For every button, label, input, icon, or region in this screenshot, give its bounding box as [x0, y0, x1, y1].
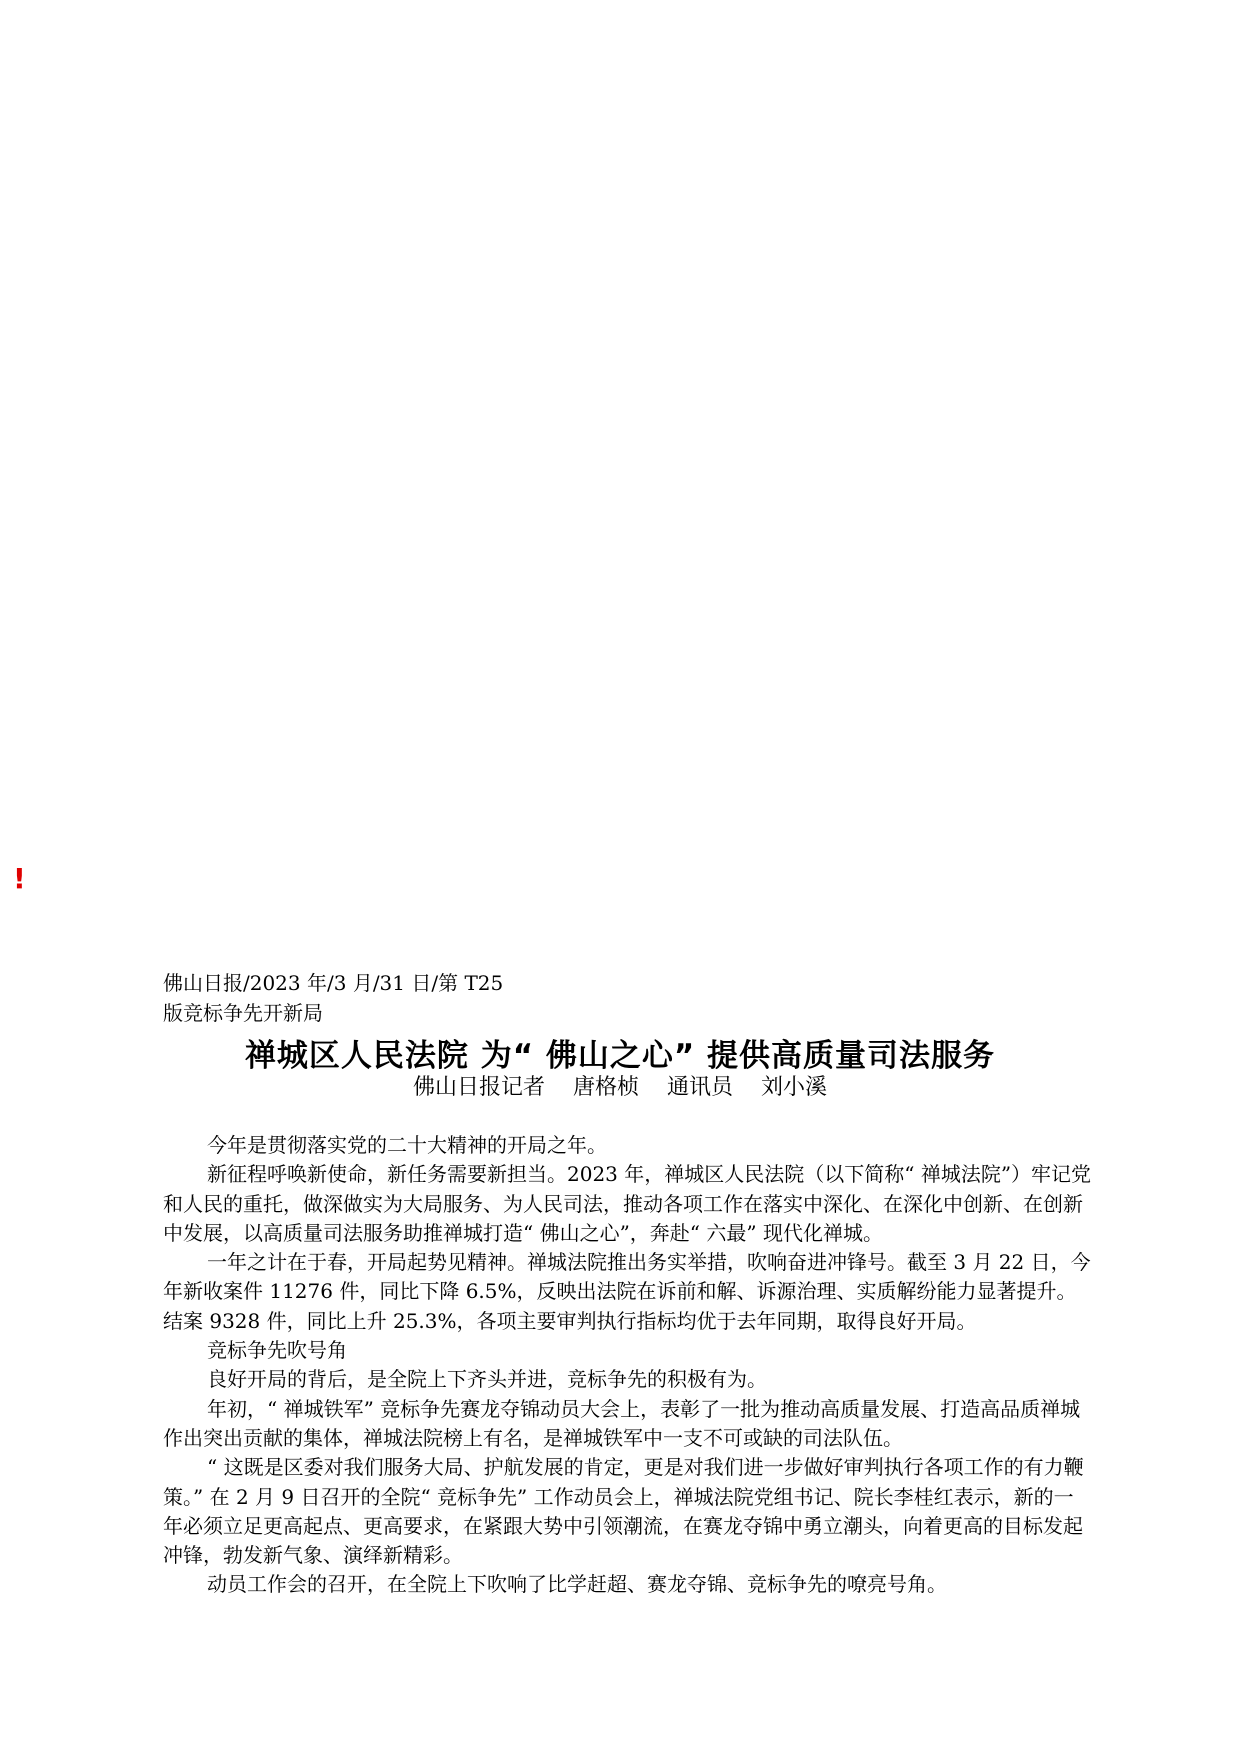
paragraph: “ 这既是区委对我们服务大局、护航发展的肯定，更是对我们进一步做好审判执行各项工作的有力鞭策。” 在 2 月 9 日召开的全院“ 竞标争先” 工作动员会上，禅城法院党组书记、院长李桂红表示，新的一年必须立足更高起点、更高要求，在紧跟大势中引领潮流，在赛龙夺锦中勇立潮头，向着更高的目标发起冲锋，勃发新气象、演绎新精彩。: [163, 1455, 1084, 1568]
paragraph: 一年之计在于春，开局起势见精神。禅城法院推出务实举措，吹响奋进冲锋号。截至 3 月 22 日，今年新收案件 11276 件，同比下降 6.5%，反映出法院在诉前和解、诉源治理、实质解纷能力显著提升。结案 9328 件，同比上升 25.3%，各项主要审判执行指标均优于去年同期，取得良好开局。: [163, 1250, 1091, 1333]
warning-mark: !: [13, 862, 26, 895]
source-line: [163, 968, 563, 1028]
source-line-1: 佛山日报/2023 年/3 月/31 日/第 T25: [163, 971, 504, 995]
article-byline: 佛山日报记者 唐格桢 通讯员 刘小溪: [413, 1075, 827, 1100]
paragraph: 动员工作会的召开，在全院上下吹响了比学赶超、赛龙夺锦、竞标争先的嘹亮号角。: [207, 1572, 947, 1597]
paragraph: 良好开局的背后，是全院上下齐头并进，竞标争先的积极有为。: [207, 1367, 767, 1392]
paragraph: 今年是贯彻落实党的二十大精神的开局之年。: [207, 1133, 607, 1157]
source-line-2: 版竞标争先开新局: [163, 1001, 323, 1025]
article-headline: 禅城区人民法院 为“ 佛山之心” 提供高质量司法服务: [244, 1038, 996, 1074]
paragraph: 新征程呼唤新使命，新任务需要新担当。2023 年，禅城区人民法院（以下简称“ 禅城法院”）牢记党和人民的重托，做深做实为大局服务、为人民司法，推动各项工作在落实中深化、在深化中创新、在创新中发展，以高质量司法服务助推禅城打造“ 佛山之心”，奔赴“ 六最” 现代化禅城。: [163, 1162, 1092, 1245]
paragraph: 年初，“ 禅城铁军” 竞标争先赛龙夺锦动员大会上，表彰了一批为推动高质量发展、打造高品质禅城作出突出贡献的集体，禅城法院榜上有名，是禅城铁军中一支不可或缺的司法队伍。: [163, 1396, 1081, 1450]
section-heading: 竞标争先吹号角: [207, 1338, 347, 1363]
article-body: [163, 1131, 1093, 1600]
